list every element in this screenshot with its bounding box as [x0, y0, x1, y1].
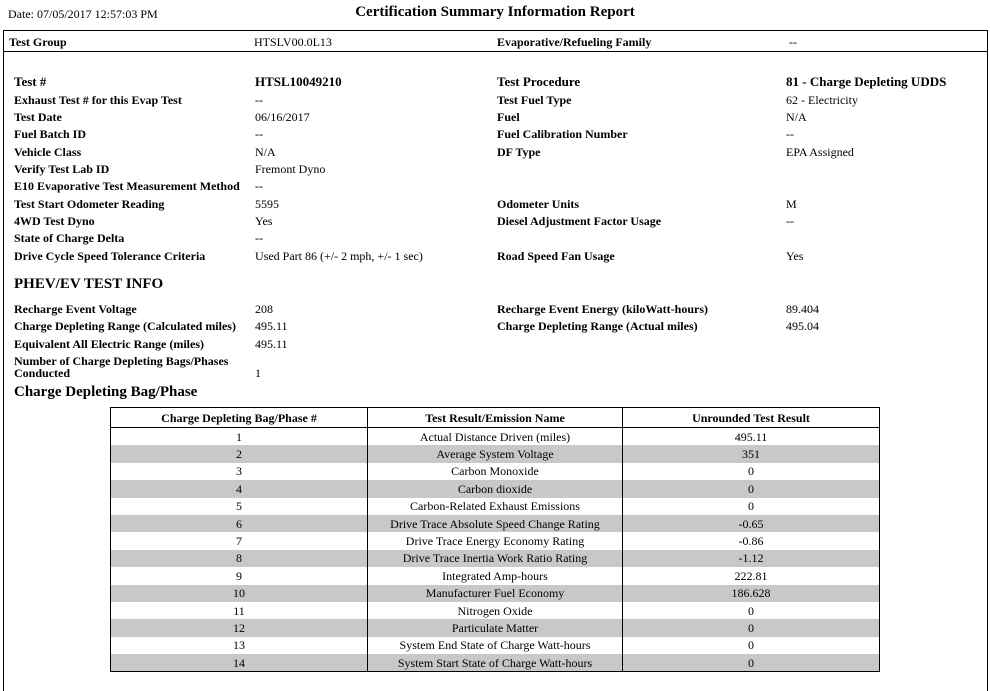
- phev-section-heading: PHEV/EV TEST INFO: [14, 276, 164, 292]
- fuel-type-label: Test Fuel Type: [497, 93, 572, 107]
- bag-number-cell: 7: [111, 532, 368, 549]
- bag-number-cell: 2: [111, 445, 368, 462]
- df-type-label: DF Type: [497, 145, 541, 159]
- recharge-voltage-value: 208: [255, 302, 273, 316]
- result-value-cell: -1.12: [623, 550, 880, 567]
- e10-method-value: --: [255, 179, 263, 193]
- cd-range-calculated-label: Charge Depleting Range (Calculated miles): [14, 319, 236, 333]
- result-value-cell: 0: [623, 619, 880, 636]
- test-number-value: HTSL10049210: [255, 74, 342, 89]
- column-header-result-value: Unrounded Test Result: [623, 408, 880, 428]
- 4wd-dyno-label: 4WD Test Dyno: [14, 214, 95, 228]
- result-value-cell: 0: [623, 480, 880, 497]
- result-value-cell: 0: [623, 498, 880, 515]
- table-row: [111, 445, 880, 462]
- result-value-cell: 0: [623, 637, 880, 654]
- bag-section-heading: Charge Depleting Bag/Phase: [14, 384, 198, 400]
- eaer-value: 495.11: [255, 337, 288, 351]
- verify-lab-value: Fremont Dyno: [255, 162, 326, 176]
- bag-number-cell: 11: [111, 602, 368, 619]
- drive-cycle-value: Used Part 86 (+/- 2 mph, +/- 1 sec): [255, 249, 423, 263]
- result-value-cell: 0: [623, 463, 880, 480]
- odometer-units-value: M: [786, 197, 797, 211]
- bag-number-cell: 4: [111, 480, 368, 497]
- result-value-cell: 186.628: [623, 585, 880, 602]
- road-fan-value: Yes: [786, 249, 804, 263]
- vehicle-class-value: N/A: [255, 145, 276, 159]
- result-name-cell: Average System Voltage: [368, 445, 623, 462]
- result-name-cell: Drive Trace Absolute Speed Change Rating: [368, 515, 623, 532]
- diesel-adjustment-label: Diesel Adjustment Factor Usage: [497, 214, 662, 228]
- test-group-label: Test Group: [9, 35, 67, 49]
- test-procedure-value: 81 - Charge Depleting UDDS: [786, 74, 947, 89]
- result-name-cell: Carbon dioxide: [368, 480, 623, 497]
- e10-method-label: E10 Evaporative Test Measurement Method: [14, 179, 240, 193]
- result-name-cell: Carbon Monoxide: [368, 463, 623, 480]
- table-row: [111, 585, 880, 602]
- verify-lab-label: Verify Test Lab ID: [14, 162, 110, 176]
- bag-number-cell: 6: [111, 515, 368, 532]
- table-row: [111, 654, 880, 672]
- evap-family-label: Evaporative/Refueling Family: [497, 35, 652, 49]
- vehicle-class-label: Vehicle Class: [14, 145, 82, 159]
- result-name-cell: System Start State of Charge Watt-hours: [368, 654, 623, 672]
- result-value-cell: 351: [623, 445, 880, 462]
- fuel-value: N/A: [786, 110, 807, 124]
- fuel-type-value: 62 - Electricity: [786, 93, 858, 107]
- odometer-units-label: Odometer Units: [497, 197, 580, 211]
- report-title: Certification Summary Information Report: [355, 4, 635, 20]
- test-group-value: HTSLV00.0L13: [254, 35, 332, 49]
- fuel-calibration-label: Fuel Calibration Number: [497, 127, 628, 141]
- bag-number-cell: 3: [111, 463, 368, 480]
- test-procedure-label: Test Procedure: [497, 74, 581, 89]
- result-value-cell: 0: [623, 602, 880, 619]
- result-name-cell: Drive Trace Inertia Work Ratio Rating: [368, 550, 623, 567]
- exhaust-test-label: Exhaust Test # for this Evap Test: [14, 93, 182, 107]
- soc-delta-value: --: [255, 231, 263, 245]
- bag-number-cell: 10: [111, 585, 368, 602]
- table-row: [111, 463, 880, 480]
- bag-number-cell: 8: [111, 550, 368, 567]
- fuel-batch-label: Fuel Batch ID: [14, 127, 86, 141]
- table-row: [111, 480, 880, 497]
- table-row: [111, 532, 880, 549]
- diesel-adjustment-value: --: [786, 214, 794, 228]
- test-date-value: 06/16/2017: [255, 110, 310, 124]
- 4wd-dyno-value: Yes: [255, 214, 273, 228]
- bag-number-cell: 14: [111, 654, 368, 672]
- bags-conducted-value: 1: [255, 366, 261, 380]
- result-name-cell: Actual Distance Driven (miles): [368, 428, 623, 446]
- cd-range-actual-value: 495.04: [786, 319, 819, 333]
- result-name-cell: Nitrogen Oxide: [368, 602, 623, 619]
- result-name-cell: Manufacturer Fuel Economy: [368, 585, 623, 602]
- recharge-energy-label: Recharge Event Energy (kiloWatt-hours): [497, 302, 708, 316]
- bag-number-cell: 13: [111, 637, 368, 654]
- result-value-cell: 0: [623, 654, 880, 672]
- exhaust-test-value: --: [255, 93, 263, 107]
- recharge-voltage-label: Recharge Event Voltage: [14, 302, 137, 316]
- table-row: [111, 637, 880, 654]
- soc-delta-label: State of Charge Delta: [14, 231, 125, 245]
- table-row: [111, 515, 880, 532]
- test-number-label: Test #: [14, 74, 47, 89]
- odometer-label: Test Start Odometer Reading: [14, 197, 165, 211]
- table-row: [111, 619, 880, 636]
- cd-range-actual-label: Charge Depleting Range (Actual miles): [497, 319, 698, 333]
- bag-number-cell: 9: [111, 567, 368, 584]
- table-row: [111, 550, 880, 567]
- fuel-label: Fuel: [497, 110, 520, 124]
- df-type-value: EPA Assigned: [786, 145, 854, 159]
- result-name-cell: System End State of Charge Watt-hours: [368, 637, 623, 654]
- table-row: [111, 567, 880, 584]
- result-value-cell: -0.86: [623, 532, 880, 549]
- bag-number-cell: 1: [111, 428, 368, 446]
- result-name-cell: Integrated Amp-hours: [368, 567, 623, 584]
- result-name-cell: Carbon-Related Exhaust Emissions: [368, 498, 623, 515]
- result-name-cell: Drive Trace Energy Economy Rating: [368, 532, 623, 549]
- road-fan-label: Road Speed Fan Usage: [497, 249, 615, 263]
- bag-number-cell: 12: [111, 619, 368, 636]
- drive-cycle-label: Drive Cycle Speed Tolerance Criteria: [14, 249, 206, 263]
- fuel-calibration-value: --: [786, 127, 794, 141]
- odometer-value: 5595: [255, 197, 279, 211]
- result-value-cell: 222.81: [623, 567, 880, 584]
- report-date: Date: 07/05/2017 12:57:03 PM: [8, 7, 158, 21]
- result-name-cell: Particulate Matter: [368, 619, 623, 636]
- bag-results-table: [110, 407, 880, 672]
- column-header-result-name: Test Result/Emission Name: [368, 408, 623, 428]
- header-band: [3, 30, 988, 52]
- table-row: [111, 428, 880, 446]
- result-value-cell: -0.65: [623, 515, 880, 532]
- fuel-batch-value: --: [255, 127, 263, 141]
- column-header-bag-number: Charge Depleting Bag/Phase #: [111, 408, 368, 428]
- bag-number-cell: 5: [111, 498, 368, 515]
- cd-range-calculated-value: 495.11: [255, 319, 288, 333]
- evap-family-value: --: [789, 35, 797, 49]
- test-date-label: Test Date: [14, 110, 62, 124]
- table-header-row: [111, 408, 880, 428]
- eaer-label: Equivalent All Electric Range (miles): [14, 337, 204, 351]
- bags-conducted-label: Number of Charge Depleting Bags/Phases Conducted: [14, 354, 229, 380]
- result-value-cell: 495.11: [623, 428, 880, 446]
- table-row: [111, 498, 880, 515]
- table-row: [111, 602, 880, 619]
- recharge-energy-value: 89.404: [786, 302, 819, 316]
